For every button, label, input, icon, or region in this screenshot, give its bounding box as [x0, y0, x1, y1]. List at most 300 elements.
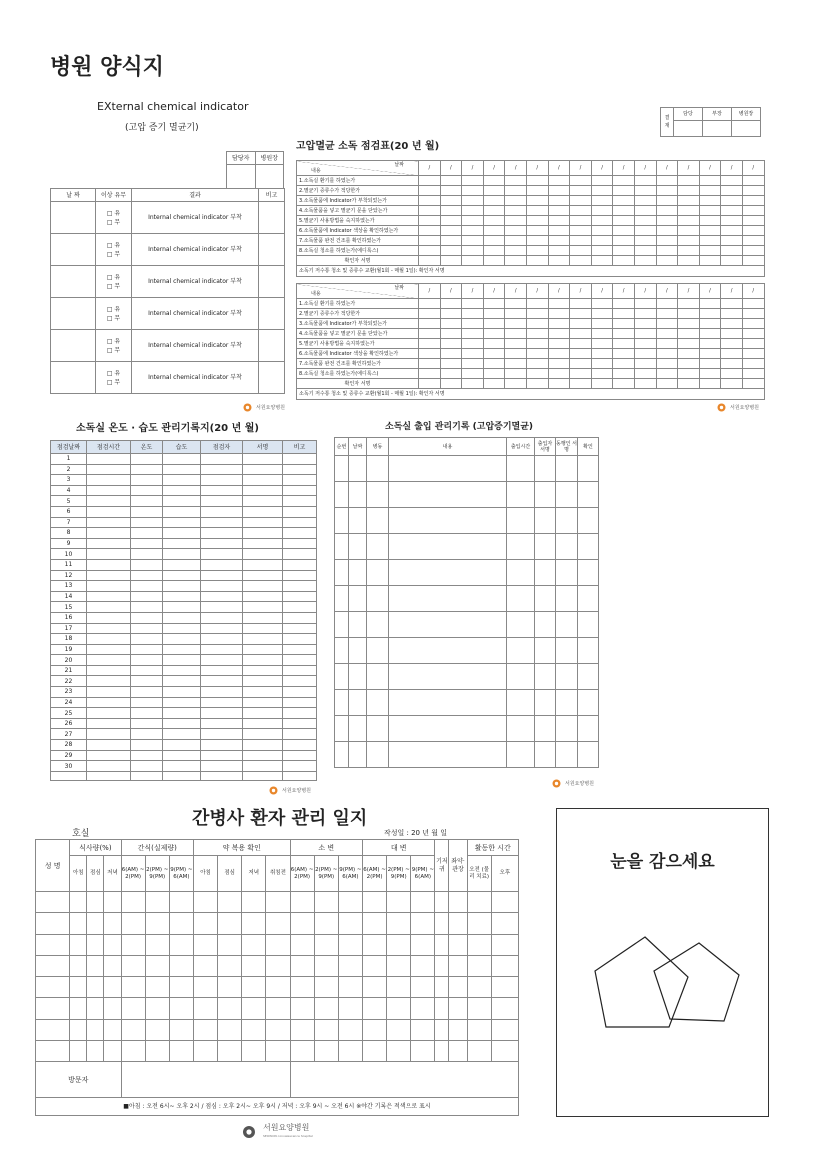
date-header-cell[interactable]: /	[591, 161, 613, 176]
checklist-check-cell[interactable]	[462, 186, 484, 196]
access-log-cell[interactable]	[556, 638, 578, 664]
temp-log-cell[interactable]	[163, 528, 201, 539]
temp-log-cell[interactable]	[243, 697, 283, 708]
checklist-check-cell[interactable]	[548, 339, 570, 349]
checklist-check-cell[interactable]	[548, 299, 570, 309]
temp-log-cell[interactable]	[283, 538, 317, 549]
checklist-check-cell[interactable]	[462, 176, 484, 186]
care-log-cell[interactable]	[338, 955, 362, 976]
temp-log-cell[interactable]	[283, 750, 317, 761]
eci-option-no[interactable]: □ 무	[106, 314, 121, 322]
temp-log-cell[interactable]	[163, 549, 201, 560]
checklist-check-cell[interactable]	[591, 176, 613, 186]
checklist-check-cell[interactable]	[440, 309, 462, 319]
checklist-check-cell[interactable]	[591, 186, 613, 196]
temp-log-cell[interactable]	[131, 506, 163, 517]
care-log-cell[interactable]	[362, 934, 386, 955]
checklist-check-cell[interactable]	[656, 196, 678, 206]
visitor-cell[interactable]	[121, 1062, 290, 1098]
access-log-cell[interactable]	[367, 482, 389, 508]
date-header-cell[interactable]: /	[656, 161, 678, 176]
access-log-cell[interactable]	[535, 586, 556, 612]
care-log-cell[interactable]	[467, 913, 491, 934]
temp-log-cell[interactable]	[283, 740, 317, 751]
access-log-cell[interactable]	[507, 456, 535, 482]
care-log-cell[interactable]	[193, 934, 217, 955]
care-log-cell[interactable]	[491, 934, 518, 955]
care-log-cell[interactable]	[449, 892, 467, 913]
temp-log-cell[interactable]	[243, 729, 283, 740]
checklist-check-cell[interactable]	[742, 359, 764, 369]
checklist-check-cell[interactable]	[699, 299, 721, 309]
temp-log-cell[interactable]	[163, 602, 201, 613]
checklist-check-cell[interactable]	[526, 196, 548, 206]
checklist-check-cell[interactable]	[613, 206, 635, 216]
checklist-check-cell[interactable]	[699, 246, 721, 256]
checklist-check-cell[interactable]	[440, 369, 462, 379]
checklist-check-cell[interactable]	[678, 226, 700, 236]
checklist-check-cell[interactable]	[526, 236, 548, 246]
checklist-check-cell[interactable]	[613, 369, 635, 379]
checklist-check-cell[interactable]	[526, 226, 548, 236]
temp-log-cell[interactable]	[131, 517, 163, 528]
temp-log-cell[interactable]	[87, 506, 131, 517]
checklist-check-cell[interactable]	[742, 196, 764, 206]
temp-log-cell[interactable]	[87, 655, 131, 666]
checklist-check-cell[interactable]	[570, 226, 592, 236]
checklist-check-cell[interactable]	[526, 329, 548, 339]
checklist-check-cell[interactable]	[656, 246, 678, 256]
checklist-check-cell[interactable]	[613, 186, 635, 196]
temp-log-cell[interactable]	[131, 496, 163, 507]
care-log-cell[interactable]	[467, 1041, 491, 1062]
access-log-cell[interactable]	[367, 612, 389, 638]
checklist-check-cell[interactable]	[483, 369, 505, 379]
care-log-cell[interactable]	[314, 934, 338, 955]
access-log-cell[interactable]	[556, 534, 578, 560]
checklist-check-cell[interactable]	[678, 236, 700, 246]
care-log-cell[interactable]	[169, 955, 193, 976]
temp-log-cell[interactable]	[201, 485, 243, 496]
checklist-check-cell[interactable]	[678, 349, 700, 359]
date-header-cell[interactable]: /	[526, 161, 548, 176]
care-log-cell[interactable]	[242, 934, 266, 955]
checklist-check-cell[interactable]	[634, 309, 656, 319]
temp-log-cell[interactable]	[163, 506, 201, 517]
checklist-check-cell[interactable]	[526, 309, 548, 319]
temp-log-cell[interactable]	[201, 570, 243, 581]
checklist-check-cell[interactable]	[440, 339, 462, 349]
checklist-check-cell[interactable]	[591, 359, 613, 369]
care-log-cell[interactable]	[338, 1019, 362, 1040]
date-header-cell[interactable]: /	[419, 284, 441, 299]
access-log-cell[interactable]	[535, 508, 556, 534]
checklist-sign-cell[interactable]	[591, 379, 613, 389]
eci-date-cell[interactable]	[51, 266, 96, 298]
care-log-cell[interactable]	[314, 1019, 338, 1040]
temp-log-cell[interactable]	[243, 676, 283, 687]
checklist-sign-cell[interactable]	[483, 379, 505, 389]
access-log-cell[interactable]	[578, 638, 599, 664]
access-log-cell[interactable]	[556, 456, 578, 482]
checklist-check-cell[interactable]	[721, 349, 743, 359]
care-log-cell[interactable]	[362, 998, 386, 1019]
access-log-cell[interactable]	[389, 534, 507, 560]
checklist-check-cell[interactable]	[613, 196, 635, 206]
date-header-cell[interactable]: /	[526, 284, 548, 299]
temp-log-cell[interactable]	[243, 750, 283, 761]
checklist-sign-cell[interactable]	[742, 379, 764, 389]
date-header-cell[interactable]: /	[742, 161, 764, 176]
checklist-check-cell[interactable]	[634, 339, 656, 349]
care-log-cell[interactable]	[104, 934, 121, 955]
date-header-cell[interactable]: /	[440, 284, 462, 299]
checklist-check-cell[interactable]	[634, 176, 656, 186]
checklist-check-cell[interactable]	[678, 206, 700, 216]
access-log-cell[interactable]	[507, 508, 535, 534]
care-log-cell[interactable]	[36, 1019, 70, 1040]
eci-status-cell[interactable]	[96, 298, 132, 330]
care-log-cell[interactable]	[242, 1019, 266, 1040]
checklist-check-cell[interactable]	[440, 349, 462, 359]
care-log-cell[interactable]	[70, 913, 87, 934]
checklist-check-cell[interactable]	[419, 359, 441, 369]
checklist-check-cell[interactable]	[591, 246, 613, 256]
temp-log-cell[interactable]	[87, 771, 131, 780]
checklist-check-cell[interactable]	[419, 196, 441, 206]
checklist-check-cell[interactable]	[548, 186, 570, 196]
care-log-cell[interactable]	[242, 913, 266, 934]
checklist-check-cell[interactable]	[591, 236, 613, 246]
temp-log-cell[interactable]	[243, 708, 283, 719]
temp-log-cell[interactable]	[87, 665, 131, 676]
checklist-sign-cell[interactable]	[613, 379, 635, 389]
access-log-cell[interactable]	[507, 664, 535, 690]
eci-option-no[interactable]: □ 무	[106, 378, 121, 386]
checklist-check-cell[interactable]	[591, 309, 613, 319]
care-log-cell[interactable]	[491, 955, 518, 976]
checklist-check-cell[interactable]	[591, 226, 613, 236]
temp-log-cell[interactable]	[283, 623, 317, 634]
care-log-cell[interactable]	[70, 977, 87, 998]
checklist-check-cell[interactable]	[591, 216, 613, 226]
care-log-cell[interactable]	[87, 998, 104, 1019]
eci-status-cell[interactable]	[96, 330, 132, 362]
checklist-sign-cell[interactable]	[678, 256, 700, 266]
access-log-cell[interactable]	[349, 716, 367, 742]
temp-log-cell[interactable]	[87, 687, 131, 698]
temp-log-cell[interactable]	[87, 591, 131, 602]
access-log-cell[interactable]	[535, 456, 556, 482]
care-log-cell[interactable]	[121, 934, 145, 955]
temp-log-cell[interactable]	[131, 644, 163, 655]
checklist-check-cell[interactable]	[505, 309, 527, 319]
checklist-check-cell[interactable]	[721, 246, 743, 256]
checklist-check-cell[interactable]	[613, 176, 635, 186]
care-log-cell[interactable]	[435, 1041, 449, 1062]
checklist-check-cell[interactable]	[440, 186, 462, 196]
temp-log-cell[interactable]	[87, 602, 131, 613]
checklist-sign-cell[interactable]	[742, 256, 764, 266]
temp-log-cell[interactable]	[163, 771, 201, 780]
care-log-cell[interactable]	[242, 1041, 266, 1062]
temp-log-cell[interactable]	[201, 718, 243, 729]
checklist-check-cell[interactable]	[742, 349, 764, 359]
access-log-cell[interactable]	[367, 560, 389, 586]
care-log-cell[interactable]	[218, 892, 242, 913]
care-log-cell[interactable]	[266, 977, 290, 998]
care-log-cell[interactable]	[193, 955, 217, 976]
checklist-sign-cell[interactable]	[548, 379, 570, 389]
care-log-cell[interactable]	[70, 892, 87, 913]
eci-option-no[interactable]: □ 무	[106, 282, 121, 290]
checklist-check-cell[interactable]	[678, 176, 700, 186]
access-log-cell[interactable]	[389, 482, 507, 508]
checklist-check-cell[interactable]	[505, 196, 527, 206]
temp-log-cell[interactable]	[201, 581, 243, 592]
checklist-check-cell[interactable]	[419, 319, 441, 329]
temp-log-cell[interactable]	[243, 485, 283, 496]
temp-log-cell[interactable]	[163, 612, 201, 623]
care-log-cell[interactable]	[449, 1019, 467, 1040]
checklist-sign-cell[interactable]	[419, 256, 441, 266]
care-log-cell[interactable]	[467, 1019, 491, 1040]
care-log-cell[interactable]	[193, 998, 217, 1019]
eci-date-cell[interactable]	[51, 330, 96, 362]
checklist-sign-cell[interactable]	[419, 379, 441, 389]
temp-log-cell[interactable]	[243, 517, 283, 528]
checklist-check-cell[interactable]	[483, 299, 505, 309]
temp-log-cell[interactable]	[131, 591, 163, 602]
access-log-cell[interactable]	[578, 690, 599, 716]
checklist-check-cell[interactable]	[613, 216, 635, 226]
eci-option-no[interactable]: □ 무	[106, 218, 121, 226]
care-log-cell[interactable]	[121, 913, 145, 934]
temp-log-cell[interactable]	[201, 623, 243, 634]
checklist-check-cell[interactable]	[419, 206, 441, 216]
checklist-check-cell[interactable]	[613, 319, 635, 329]
care-log-cell[interactable]	[87, 1019, 104, 1040]
checklist-check-cell[interactable]	[440, 246, 462, 256]
access-log-cell[interactable]	[578, 716, 599, 742]
temp-log-cell[interactable]	[131, 528, 163, 539]
checklist-check-cell[interactable]	[678, 246, 700, 256]
temp-log-cell[interactable]	[87, 475, 131, 486]
checklist-check-cell[interactable]	[440, 216, 462, 226]
checklist-check-cell[interactable]	[570, 216, 592, 226]
temp-log-cell[interactable]	[131, 750, 163, 761]
checklist-check-cell[interactable]	[570, 196, 592, 206]
checklist-check-cell[interactable]	[462, 359, 484, 369]
care-log-cell[interactable]	[87, 892, 104, 913]
temp-log-cell[interactable]	[283, 591, 317, 602]
temp-log-cell[interactable]	[87, 644, 131, 655]
access-log-cell[interactable]	[578, 456, 599, 482]
checklist-check-cell[interactable]	[570, 319, 592, 329]
care-log-cell[interactable]	[411, 998, 435, 1019]
date-header-cell[interactable]: /	[462, 284, 484, 299]
checklist-check-cell[interactable]	[656, 309, 678, 319]
care-log-cell[interactable]	[36, 998, 70, 1019]
temp-log-cell[interactable]	[283, 570, 317, 581]
checklist-check-cell[interactable]	[505, 206, 527, 216]
access-log-cell[interactable]	[535, 690, 556, 716]
temp-log-cell[interactable]	[283, 454, 317, 465]
care-log-cell[interactable]	[121, 998, 145, 1019]
checklist-check-cell[interactable]	[721, 309, 743, 319]
checklist-check-cell[interactable]	[483, 349, 505, 359]
date-header-cell[interactable]: /	[548, 161, 570, 176]
care-log-cell[interactable]	[435, 892, 449, 913]
care-log-cell[interactable]	[338, 998, 362, 1019]
temp-log-cell[interactable]	[243, 771, 283, 780]
temp-log-cell[interactable]	[283, 612, 317, 623]
temp-log-cell[interactable]	[201, 729, 243, 740]
checklist-check-cell[interactable]	[505, 319, 527, 329]
care-log-cell[interactable]	[169, 913, 193, 934]
temp-log-cell[interactable]	[163, 644, 201, 655]
checklist-check-cell[interactable]	[526, 176, 548, 186]
care-log-cell[interactable]	[449, 1041, 467, 1062]
care-log-cell[interactable]	[435, 934, 449, 955]
checklist-check-cell[interactable]	[656, 216, 678, 226]
checklist-check-cell[interactable]	[462, 216, 484, 226]
access-log-cell[interactable]	[335, 716, 349, 742]
care-log-cell[interactable]	[218, 998, 242, 1019]
checklist-check-cell[interactable]	[570, 339, 592, 349]
checklist-sign-cell[interactable]	[699, 379, 721, 389]
temp-log-cell[interactable]	[243, 623, 283, 634]
care-log-cell[interactable]	[411, 1019, 435, 1040]
checklist-check-cell[interactable]	[440, 236, 462, 246]
temp-log-cell[interactable]	[131, 718, 163, 729]
temp-log-cell[interactable]	[131, 485, 163, 496]
checklist-check-cell[interactable]	[742, 206, 764, 216]
access-log-cell[interactable]	[556, 586, 578, 612]
temp-log-cell[interactable]	[163, 750, 201, 761]
checklist-check-cell[interactable]	[613, 299, 635, 309]
temp-log-cell[interactable]	[283, 517, 317, 528]
care-log-cell[interactable]	[218, 1041, 242, 1062]
access-log-cell[interactable]	[507, 638, 535, 664]
checklist-check-cell[interactable]	[699, 236, 721, 246]
checklist-sign-cell[interactable]	[699, 256, 721, 266]
access-log-cell[interactable]	[349, 586, 367, 612]
checklist-sign-cell[interactable]	[483, 256, 505, 266]
checklist-check-cell[interactable]	[678, 216, 700, 226]
checklist-check-cell[interactable]	[548, 206, 570, 216]
care-log-cell[interactable]	[121, 1019, 145, 1040]
date-header-cell[interactable]: /	[678, 284, 700, 299]
temp-log-cell[interactable]	[283, 771, 317, 780]
date-header-cell[interactable]: /	[483, 161, 505, 176]
temp-log-cell[interactable]	[243, 475, 283, 486]
care-log-cell[interactable]	[121, 1041, 145, 1062]
temp-log-cell[interactable]	[201, 602, 243, 613]
checklist-sign-cell[interactable]	[634, 379, 656, 389]
checklist-check-cell[interactable]	[505, 236, 527, 246]
care-log-cell[interactable]	[266, 934, 290, 955]
checklist-check-cell[interactable]	[721, 319, 743, 329]
access-log-cell[interactable]	[578, 664, 599, 690]
visitor-cell[interactable]	[290, 1062, 518, 1098]
care-log-cell[interactable]	[169, 977, 193, 998]
date-header-cell[interactable]: /	[613, 161, 635, 176]
checklist-check-cell[interactable]	[570, 299, 592, 309]
checklist-check-cell[interactable]	[505, 216, 527, 226]
checklist-check-cell[interactable]	[505, 359, 527, 369]
temp-log-cell[interactable]	[163, 496, 201, 507]
care-log-cell[interactable]	[70, 955, 87, 976]
temp-log-cell[interactable]	[87, 697, 131, 708]
access-log-cell[interactable]	[507, 612, 535, 638]
checklist-check-cell[interactable]	[440, 299, 462, 309]
temp-log-cell[interactable]	[87, 740, 131, 751]
checklist-check-cell[interactable]	[548, 309, 570, 319]
checklist-check-cell[interactable]	[656, 176, 678, 186]
checklist-check-cell[interactable]	[699, 216, 721, 226]
checklist-check-cell[interactable]	[613, 329, 635, 339]
care-log-cell[interactable]	[145, 892, 169, 913]
care-log-cell[interactable]	[266, 892, 290, 913]
checklist-check-cell[interactable]	[613, 359, 635, 369]
care-log-cell[interactable]	[290, 934, 314, 955]
checklist-check-cell[interactable]	[699, 329, 721, 339]
checklist-check-cell[interactable]	[505, 176, 527, 186]
temp-log-cell[interactable]	[201, 708, 243, 719]
access-log-cell[interactable]	[367, 742, 389, 768]
care-log-cell[interactable]	[467, 892, 491, 913]
access-log-cell[interactable]	[367, 664, 389, 690]
temp-log-cell[interactable]	[201, 676, 243, 687]
checklist-check-cell[interactable]	[634, 369, 656, 379]
care-log-cell[interactable]	[362, 977, 386, 998]
date-header-cell[interactable]: /	[505, 161, 527, 176]
care-log-cell[interactable]	[242, 998, 266, 1019]
temp-log-cell[interactable]	[201, 517, 243, 528]
care-log-cell[interactable]	[314, 998, 338, 1019]
care-log-cell[interactable]	[491, 1041, 518, 1062]
temp-log-cell[interactable]	[283, 549, 317, 560]
care-log-cell[interactable]	[435, 998, 449, 1019]
temp-log-cell[interactable]	[283, 665, 317, 676]
care-log-cell[interactable]	[70, 1019, 87, 1040]
care-log-cell[interactable]	[145, 977, 169, 998]
access-log-cell[interactable]	[349, 482, 367, 508]
care-log-cell[interactable]	[338, 892, 362, 913]
checklist-sign-cell[interactable]	[591, 256, 613, 266]
temp-log-cell[interactable]	[283, 718, 317, 729]
checklist-sign-cell[interactable]	[721, 379, 743, 389]
access-log-cell[interactable]	[507, 716, 535, 742]
access-log-cell[interactable]	[556, 690, 578, 716]
checklist-check-cell[interactable]	[526, 206, 548, 216]
checklist-check-cell[interactable]	[419, 226, 441, 236]
checklist-check-cell[interactable]	[721, 299, 743, 309]
temp-log-cell[interactable]	[283, 655, 317, 666]
checklist-check-cell[interactable]	[440, 319, 462, 329]
care-log-cell[interactable]	[387, 998, 411, 1019]
care-log-cell[interactable]	[169, 1041, 193, 1062]
checklist-check-cell[interactable]	[742, 226, 764, 236]
access-log-cell[interactable]	[535, 664, 556, 690]
temp-log-cell[interactable]	[283, 475, 317, 486]
date-header-cell[interactable]: /	[462, 161, 484, 176]
checklist-check-cell[interactable]	[419, 329, 441, 339]
checklist-sign-cell[interactable]	[548, 256, 570, 266]
care-log-cell[interactable]	[218, 913, 242, 934]
checklist-sign-cell[interactable]	[505, 256, 527, 266]
